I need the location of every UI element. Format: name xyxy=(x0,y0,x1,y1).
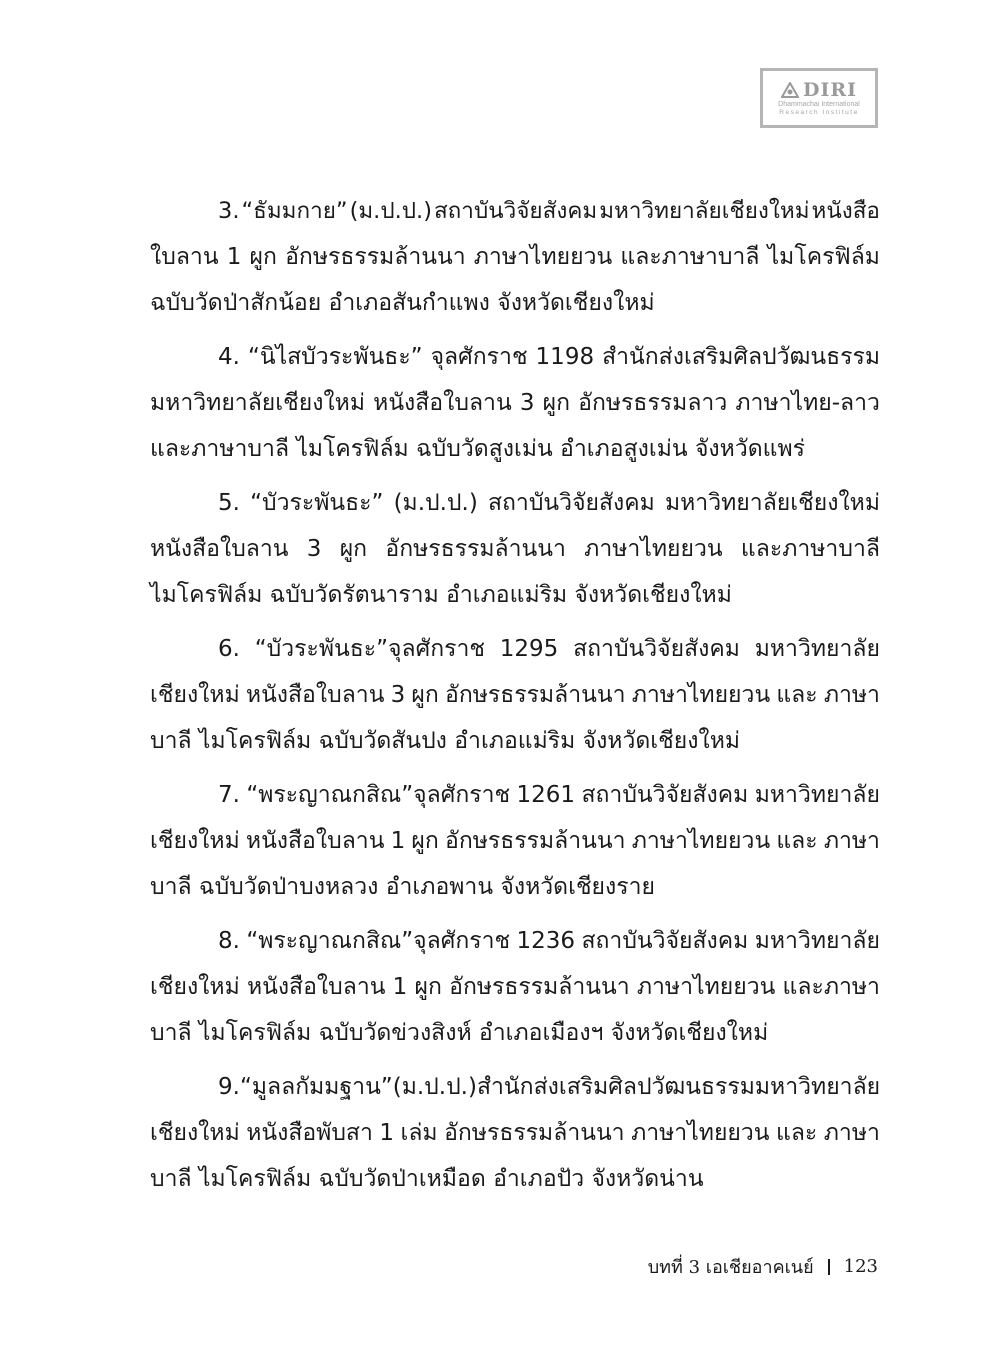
entry-line: 4. “นิไสบัวระพันธะ” จุลศักราช 1198 สำนักส่งเสริมศิลปวัฒนธรรม xyxy=(218,344,880,370)
entry-line: เชียงใหม่ หนังสือใบลาน 3 ผูก อักษรธรรมล้านนา ภาษาไทยยวน และ ภาษา xyxy=(150,682,880,708)
entry-line: ฉบับวัดป่าสักน้อย อำเภอสันกำแพง จังหวัดเชียงใหม่ xyxy=(150,290,655,316)
entry-line: บาลี ฉบับวัดป่าบงหลวง อำเภอพาน จังหวัดเชียงราย xyxy=(150,874,656,900)
page-number: 123 xyxy=(843,1256,878,1277)
bibliography-entry xyxy=(150,480,880,618)
entry-line: 7. “พระญาณกสิณ”จุลศักราช 1261 สถาบันวิจัยสังคม มหาวิทยาลัย xyxy=(218,782,880,808)
page-footer xyxy=(648,1252,878,1281)
entry-line: 8. “พระญาณกสิณ”จุลศักราช 1236 สถาบันวิจัยสังคม มหาวิทยาลัย xyxy=(218,928,880,954)
bibliography-list xyxy=(150,188,880,1210)
entry-line: บาลี ไมโครฟิล์ม ฉบับวัดสันปง อำเภอแม่ริม จังหวัดเชียงใหม่ xyxy=(150,728,741,754)
entry-line: 5. “บัวระพันธะ” (ม.ป.ป.) สถาบันวิจัยสังคม มหาวิทยาลัยเชียงใหม่ xyxy=(218,490,880,516)
chapter-title: บทที่ 3 เอเชียอาคเนย์ xyxy=(647,1257,814,1278)
entry-line: ไมโครฟิล์ม ฉบับวัดรัตนาราม อำเภอแม่ริม จังหวัดเชียงใหม่ xyxy=(150,582,732,608)
bibliography-entry xyxy=(150,1064,880,1202)
entry-line: บาลี ไมโครฟิล์ม ฉบับวัดป่าเหมือด อำเภอปัว จังหวัดน่าน xyxy=(150,1166,704,1192)
entry-line: 6. “บัวระพันธะ”จุลศักราช 1295 สถาบันวิจัยสังคม มหาวิทยาลัย xyxy=(218,636,880,662)
logo-subtitle-line1: Dhammachai International xyxy=(778,101,860,108)
entry-line: มหาวิทยาลัยเชียงใหม่ หนังสือใบลาน 3 ผูก อักษรธรรมลาว ภาษาไทย-ลาว xyxy=(150,390,880,416)
entry-line: เชียงใหม่ หนังสือใบลาน 1 ผูก อักษรธรรมล้านนา ภาษาไทยยวน และภาษา xyxy=(150,974,880,1000)
bibliography-entry xyxy=(150,918,880,1056)
bibliography-entry xyxy=(150,626,880,764)
entry-line: 9. “มูลลกัมมฐาน” (ม.ป.ป.) สำนักส่งเสริมศิลปวัฒนธรรม มหาวิทยาลัย xyxy=(218,1074,881,1100)
diri-logo xyxy=(760,68,878,128)
entry-line: 3. “ธัมมกาย” (ม.ป.ป.) สถาบันวิจัยสังคม มหาวิทยาลัยเชียงใหม่ หนังสือ xyxy=(218,198,880,224)
entry-line: เชียงใหม่ หนังสือใบลาน 1 ผูก อักษรธรรมล้านนา ภาษาไทยยวน และ ภาษา xyxy=(150,828,880,854)
entry-line: ใบลาน 1 ผูก อักษรธรรมล้านนา ภาษาไทยยวน และภาษาบาลี ไมโครฟิล์ม xyxy=(150,244,880,270)
entry-line: และภาษาบาลี ไมโครฟิล์ม ฉบับวัดสูงเม่น อำเภอสูงเม่น จังหวัดแพร่ xyxy=(150,436,806,462)
diri-emblem-icon xyxy=(781,82,799,98)
bibliography-entry xyxy=(150,772,880,910)
entry-line: บาลี ไมโครฟิล์ม ฉบับวัดข่วงสิงห์ อำเภอเมืองฯ จังหวัดเชียงใหม่ xyxy=(150,1020,769,1046)
logo-subtitle-line2: Research Institute xyxy=(779,109,859,116)
logo-title: DIRI xyxy=(802,79,858,101)
bibliography-entry xyxy=(150,334,880,472)
entry-line: เชียงใหม่ หนังสือพับสา 1 เล่ม อักษรธรรมล้านนา ภาษาไทยยวน และ ภาษา xyxy=(150,1120,880,1146)
bibliography-entry xyxy=(150,188,880,326)
entry-line: หนังสือใบลาน 3 ผูก อักษรธรรมล้านนา ภาษาไทยยวน และภาษาบาลี xyxy=(150,536,880,562)
footer-divider xyxy=(828,1259,830,1275)
